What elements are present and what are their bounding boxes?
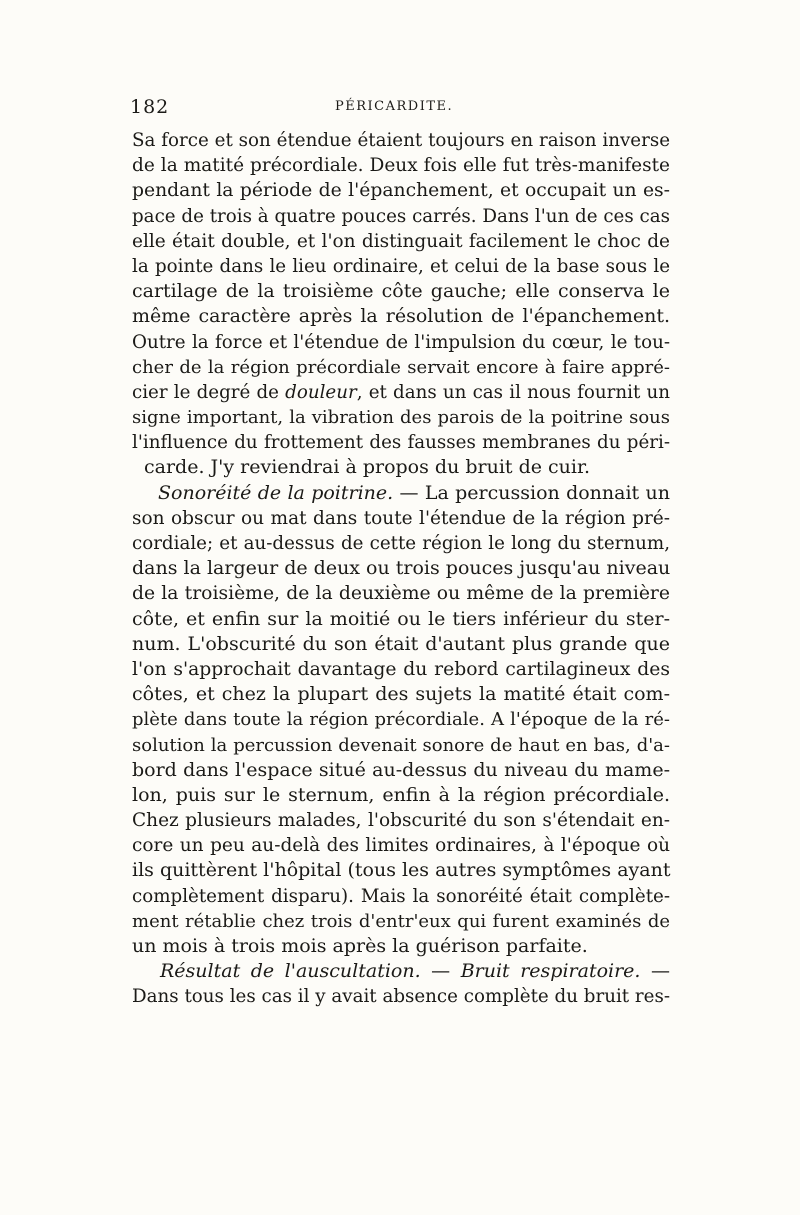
- body-text: [132, 128, 670, 1010]
- text-line: Sa force et son étendue étaient toujours en raison inverse: [132, 130, 670, 151]
- text-line: l'influence du frottement des fausses membranes du péri-: [132, 432, 670, 454]
- text-line: même caractère après la résolution de l'épanchement.: [132, 305, 670, 328]
- text-line: la pointe dans le lieu ordinaire, et celui de la base sous le: [132, 255, 670, 277]
- text-line: de la matité précordiale. Deux fois elle fut très-manifeste: [132, 155, 670, 177]
- text-line: signe important, la vibration des parois de la poitrine sous: [132, 407, 670, 429]
- italic-heading-resultat: Résultat de l'auscultation.: [160, 960, 421, 983]
- text-fragment: —: [640, 960, 670, 983]
- text-line-douleur: [132, 380, 670, 405]
- section-heading-resultat: [132, 959, 670, 984]
- text-line: Chez plusieurs malades, l'obscurité du son s'étendait en-: [132, 810, 670, 832]
- text-line: cordiale; et au-dessus de cette région le long du sternum,: [132, 533, 670, 554]
- text-line: un mois à trois mois après la guérison parfaite.: [132, 935, 588, 957]
- section-heading-sonoreite: [132, 481, 670, 506]
- text-fragment: — La percussion donnait un: [393, 481, 670, 504]
- text-line: pace de trois à quatre pouces carrés. Dans l'un de ces cas: [132, 205, 670, 227]
- text-line: l'on s'approchait davantage du rebord cartilagineux des: [132, 658, 670, 680]
- italic-term-douleur: douleur: [285, 381, 357, 403]
- text-line: lon, puis sur le sternum, enfin à la région précordiale.: [132, 783, 670, 806]
- text-line: bord dans l'espace situé au-dessus du niveau du mame-: [132, 758, 670, 781]
- text-line: côte, et enfin sur la moitié ou le tiers inférieur du ster-: [132, 607, 670, 630]
- text-line: son obscur ou mat dans toute l'étendue de la région pré-: [132, 507, 670, 529]
- text-line: côtes, et chez la plupart des sujets la matité était com-: [132, 683, 670, 706]
- text-line: pendant la période de l'épanchement, et occupait un es-: [132, 180, 670, 202]
- text-line: de la troisième, de la deuxième ou même de la première: [132, 583, 670, 605]
- text-line: solution la percussion devenait sonore de haut en bas, d'a-: [132, 734, 670, 756]
- text-line: num. L'obscurité du son était d'autant plus grande que: [132, 632, 670, 655]
- italic-heading-sonoreite: Sonoréité de la poitrine.: [158, 481, 394, 504]
- text-line: cher de la région précordiale servait encore à faire appré-: [132, 356, 670, 378]
- text-line: ils quittèrent l'hôpital (tous les autres symptômes ayant: [132, 859, 671, 882]
- text-line: cartilage de la troisième côte gauche; elle conserva le: [132, 280, 670, 303]
- text-fragment: , et dans un cas il nous fournit un: [356, 381, 670, 403]
- text-line: ment rétablie chez trois d'entr'eux qui furent examinés de: [132, 910, 670, 932]
- text-line: dans la largeur de deux ou trois pouces jusqu'au niveau: [132, 557, 671, 580]
- text-line: elle était double, et l'on distinguait facilement le choc de: [132, 230, 670, 252]
- text-line: Outre la force et l'étendue de l'impulsion du cœur, le tou-: [132, 331, 670, 353]
- text-line-carde: carde. J'y reviendrai à propos du bruit de cuir.: [144, 456, 591, 479]
- text-line: complètement disparu). Mais la sonoréité était complète-: [132, 885, 670, 907]
- running-title: PÉRICARDITE.: [335, 99, 454, 114]
- text-line: Dans tous les cas il y avait absence complète du bruit res-: [132, 986, 670, 1008]
- text-fragment: —: [420, 960, 461, 983]
- running-head: [130, 96, 670, 120]
- page-number: 182: [130, 96, 170, 118]
- text-line: plète dans toute la région précordiale. A l'époque de la ré-: [132, 709, 670, 731]
- text-line: core un peu au-delà des limites ordinaires, à l'époque où: [132, 835, 670, 857]
- italic-heading-bruit: Bruit respiratoire.: [460, 960, 641, 983]
- text-fragment: cier le degré de: [132, 381, 286, 403]
